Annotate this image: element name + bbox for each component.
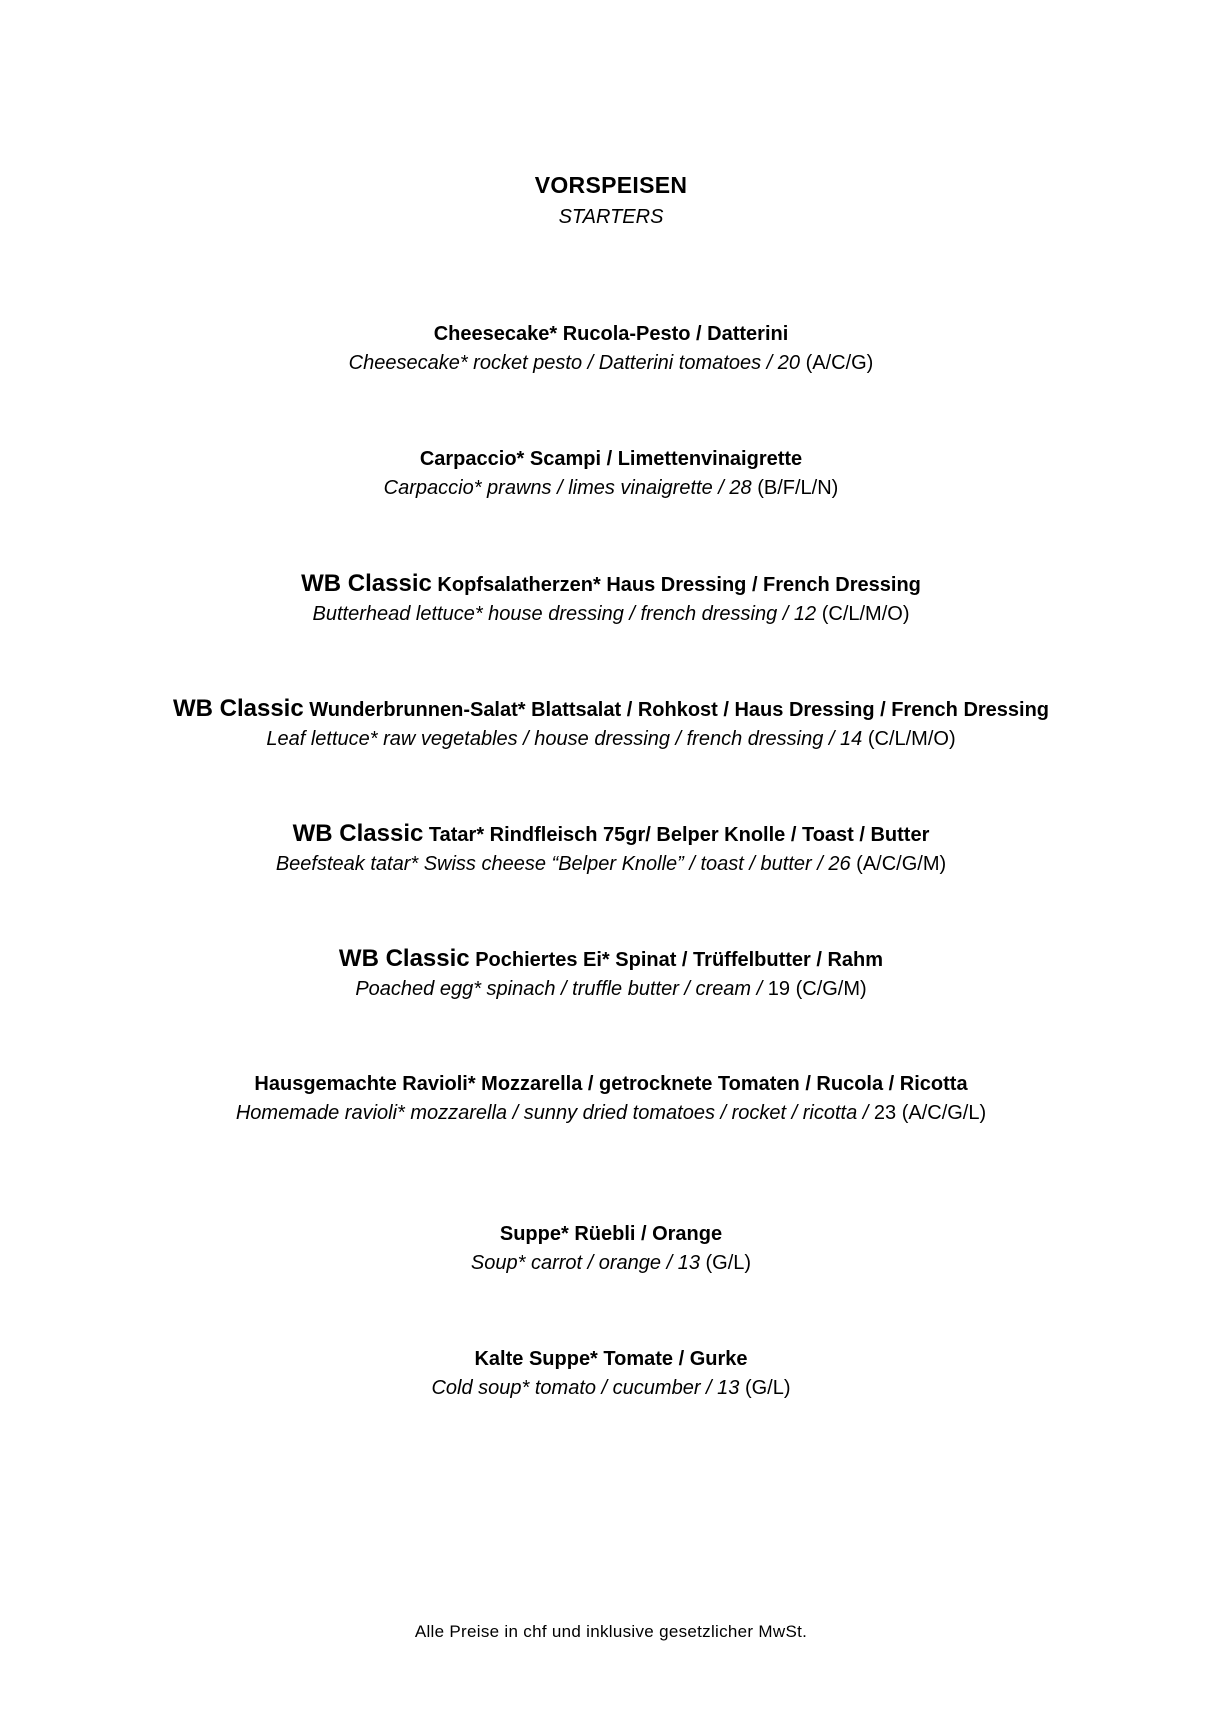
item-desc-en-text: Poached egg* spinach / truffle butter / cream / <box>355 978 763 1000</box>
item-desc-en-text: Homemade ravioli* mozzarella / sunny dried tomatoes / rocket / ricotta / <box>235 1102 869 1124</box>
menu-item-carpaccio <box>0 445 1222 570</box>
item-name-de <box>0 320 1222 348</box>
menu-item-kopfsalat <box>0 570 1222 695</box>
item-allergens: (A/C/G/M) <box>856 853 947 875</box>
menu-item-pochiertes-ei <box>0 945 1222 1070</box>
item-allergens: (C/L/M/O) <box>867 728 956 750</box>
wb-classic-tag: WB Classic <box>301 570 432 597</box>
item-name-de-text: Kalte Suppe* Tomate / Gurke <box>474 1348 748 1370</box>
menu-item-wunderbrunnen-salat <box>0 695 1222 820</box>
item-desc-en <box>0 849 1222 879</box>
section-subtitle: STARTERS <box>558 206 664 228</box>
item-desc-en-text: Cold soup* tomato / cucumber / 13 <box>431 1377 740 1399</box>
item-name-de <box>0 820 1222 849</box>
item-name-de-text: Hausgemachte Ravioli* Mozzarella / getrocknete Tomaten / Rucola / Ricotta <box>254 1073 968 1095</box>
item-desc-en-text: Soup* carrot / orange / 13 <box>470 1252 700 1274</box>
wb-classic-tag: WB Classic <box>172 695 304 722</box>
item-allergens: (C/L/M/O) <box>821 603 910 625</box>
item-desc-en <box>0 1098 1222 1128</box>
item-desc-en <box>0 1373 1222 1403</box>
wb-classic-tag: WB Classic <box>292 820 424 847</box>
item-name-de <box>0 570 1222 599</box>
item-desc-en <box>0 599 1222 629</box>
menu-header <box>0 170 1222 232</box>
item-name-de-text: Cheesecake* Rucola-Pesto / Datterini <box>433 323 789 345</box>
item-name-de-text: Wunderbrunnen-Salat* Blattsalat / Rohkost / Haus Dressing / French Dressing <box>309 699 1050 721</box>
menu-item-tatar <box>0 820 1222 945</box>
section-title: VORSPEISEN <box>534 172 688 198</box>
item-desc-en-text: Beefsteak tatar* Swiss cheese “Belper Knolle” / toast / butter / 26 <box>275 853 851 875</box>
wb-classic-tag: WB Classic <box>338 945 470 972</box>
item-desc-en <box>0 974 1222 1004</box>
item-desc-en <box>0 724 1222 754</box>
item-desc-en-text: Cheesecake* rocket pesto / Datterini tomatoes / 20 <box>348 352 800 374</box>
menu-item-kalte-suppe <box>0 1345 1222 1470</box>
item-allergens: (G/L) <box>705 1252 752 1274</box>
item-name-de-text: Tatar* Rindfleisch 75gr/ Belper Knolle / Toast / Butter <box>428 824 930 846</box>
price-note: Alle Preise in chf und inklusive gesetzlicher MwSt. <box>414 1622 808 1641</box>
item-allergens: 19 (C/G/M) <box>767 978 867 1000</box>
item-name-de <box>0 1220 1222 1248</box>
item-allergens: (A/C/G) <box>805 352 874 374</box>
item-name-de <box>0 945 1222 974</box>
item-allergens: (B/F/L/N) <box>757 477 839 499</box>
item-desc-en <box>0 1248 1222 1278</box>
item-name-de <box>0 695 1222 724</box>
item-desc-en <box>0 473 1222 503</box>
item-allergens: 23 (A/C/G/L) <box>873 1102 987 1124</box>
menu-item-suppe <box>0 1220 1222 1345</box>
item-desc-en-text: Leaf lettuce* raw vegetables / house dressing / french dressing / 14 <box>266 728 863 750</box>
item-name-de <box>0 1070 1222 1098</box>
menu-items-list <box>0 320 1222 1470</box>
item-name-de-text: Pochiertes Ei* Spinat / Trüffelbutter / Rahm <box>475 949 884 971</box>
menu-item-cheesecake <box>0 320 1222 445</box>
item-desc-en-text: Butterhead lettuce* house dressing / french dressing / 12 <box>312 603 817 625</box>
item-name-de-text: Carpaccio* Scampi / Limettenvinaigrette <box>419 448 803 470</box>
item-allergens: (G/L) <box>744 1377 791 1399</box>
item-desc-en <box>0 348 1222 378</box>
item-name-de-text: Kopfsalatherzen* Haus Dressing / French Dressing <box>437 574 921 596</box>
item-name-de <box>0 445 1222 473</box>
item-name-de <box>0 1345 1222 1373</box>
item-desc-en-text: Carpaccio* prawns / limes vinaigrette / 28 <box>383 477 752 499</box>
item-name-de-text: Suppe* Rüebli / Orange <box>499 1223 723 1245</box>
menu-item-ravioli <box>0 1070 1222 1195</box>
